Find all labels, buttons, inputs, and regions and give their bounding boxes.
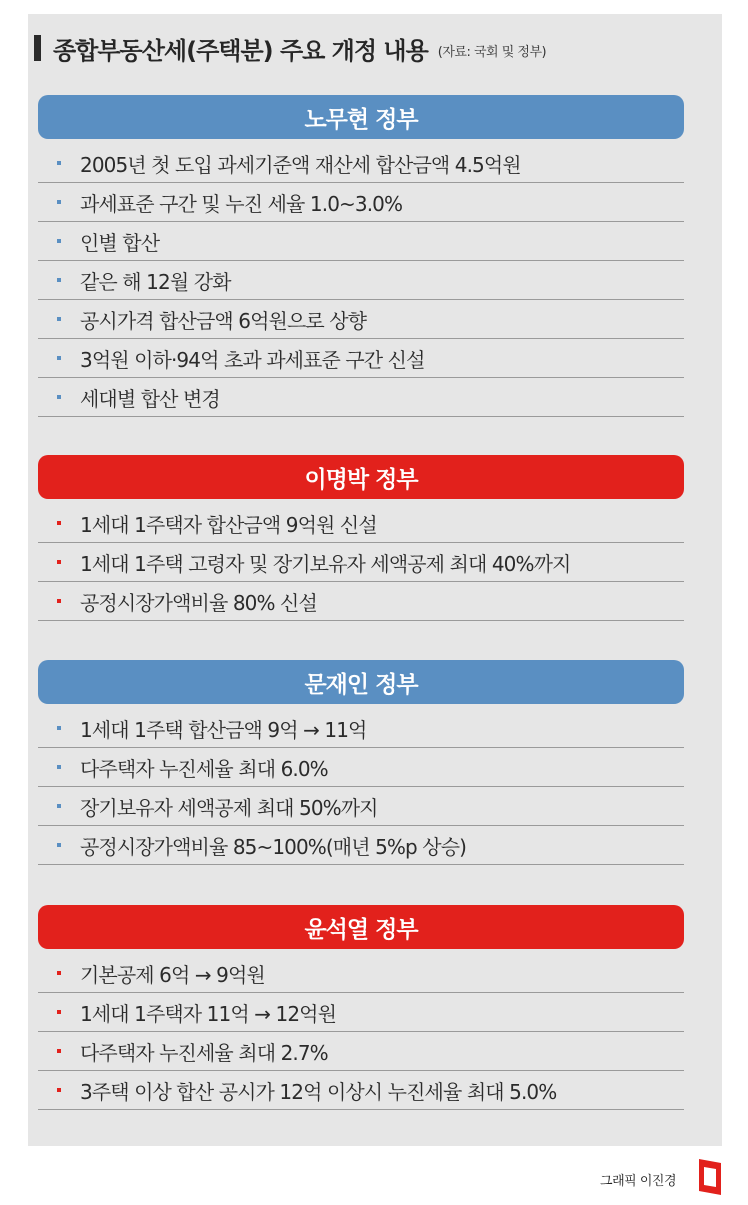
- bullet-icon: [57, 200, 61, 204]
- list-item-text: 1세대 1주택 합산금액 9억 → 11억: [80, 717, 367, 742]
- list-item-text: 기본공제 6억 → 9억원: [80, 962, 265, 987]
- bullet-icon: [57, 599, 61, 603]
- list-item: [38, 748, 684, 787]
- bullet-icon: [57, 161, 61, 165]
- list-item: [38, 378, 684, 417]
- list-item-text: 과세표준 구간 및 누진 세율 1.0~3.0%: [80, 191, 403, 216]
- list-item-text: 3억원 이하·94억 초과 과세표준 구간 신설: [80, 347, 425, 372]
- list-item: [38, 300, 684, 339]
- source-note: (자료: 국회 및 정부): [437, 44, 547, 60]
- bullet-icon: [57, 726, 61, 730]
- list-item-text: 3주택 이상 합산 공시가 12억 이상시 누진세율 최대 5.0%: [80, 1079, 557, 1104]
- list-item-text: 공정시장가액비율 80% 신설: [80, 590, 317, 615]
- bullet-icon: [57, 1010, 61, 1014]
- list-item: [38, 993, 684, 1032]
- section-item-list: [38, 709, 684, 865]
- list-item: [38, 582, 684, 621]
- bullet-icon: [57, 278, 61, 282]
- bullet-icon: [57, 1088, 61, 1092]
- list-item: [38, 1032, 684, 1071]
- list-item-text: 다주택자 누진세율 최대 6.0%: [80, 756, 328, 781]
- list-item: [38, 261, 684, 300]
- section-header: 이명박 정부: [38, 455, 684, 499]
- section-header: 윤석열 정부: [38, 905, 684, 949]
- list-item: [38, 826, 684, 865]
- list-item: [38, 954, 684, 993]
- list-item-text: 공정시장가액비율 85~100%(매년 5%p 상승): [80, 834, 467, 859]
- title-row: [34, 30, 546, 66]
- bullet-icon: [57, 765, 61, 769]
- list-item-text: 1세대 1주택자 합산금액 9억원 신설: [80, 512, 377, 537]
- bullet-icon: [57, 317, 61, 321]
- list-item-text: 1세대 1주택 고령자 및 장기보유자 세액공제 최대 40%까지: [80, 551, 571, 576]
- section-item-list: [38, 504, 684, 621]
- bullet-icon: [57, 1049, 61, 1053]
- bullet-icon: [57, 395, 61, 399]
- asiae-logo-icon: [697, 1157, 723, 1197]
- title-marker: [34, 35, 41, 61]
- list-item-text: 세대별 합산 변경: [80, 386, 220, 411]
- list-item: [38, 787, 684, 826]
- bullet-icon: [57, 971, 61, 975]
- list-item: [38, 1071, 684, 1110]
- list-item: [38, 222, 684, 261]
- section-1: [38, 95, 684, 417]
- bullet-icon: [57, 560, 61, 564]
- list-item: [38, 709, 684, 748]
- section-header: 노무현 정부: [38, 95, 684, 139]
- list-item-text: 같은 해 12월 강화: [80, 269, 231, 294]
- list-item: [38, 543, 684, 582]
- list-item-text: 다주택자 누진세율 최대 2.7%: [80, 1040, 328, 1065]
- list-item: [38, 504, 684, 543]
- section-2: [38, 455, 684, 621]
- bullet-icon: [57, 521, 61, 525]
- bullet-icon: [57, 804, 61, 808]
- section-item-list: [38, 144, 684, 417]
- list-item: [38, 144, 684, 183]
- bullet-icon: [57, 356, 61, 360]
- section-header: 문재인 정부: [38, 660, 684, 704]
- section-3: [38, 660, 684, 865]
- section-item-list: [38, 954, 684, 1110]
- list-item-text: 공시가격 합산금액 6억원으로 상향: [80, 308, 367, 333]
- list-item: [38, 339, 684, 378]
- list-item-text: 인별 합산: [80, 230, 160, 255]
- list-item: [38, 183, 684, 222]
- list-item-text: 2005년 첫 도입 과세기준액 재산세 합산금액 4.5억원: [80, 152, 521, 177]
- list-item-text: 장기보유자 세액공제 최대 50%까지: [80, 795, 378, 820]
- bullet-icon: [57, 843, 61, 847]
- page-title: 종합부동산세(주택분) 주요 개정 내용: [53, 36, 428, 65]
- graphic-credit: 그래픽 이진경: [600, 1174, 676, 1189]
- bullet-icon: [57, 239, 61, 243]
- list-item-text: 1세대 1주택자 11억 → 12억원: [80, 1001, 336, 1026]
- section-4: [38, 905, 684, 1110]
